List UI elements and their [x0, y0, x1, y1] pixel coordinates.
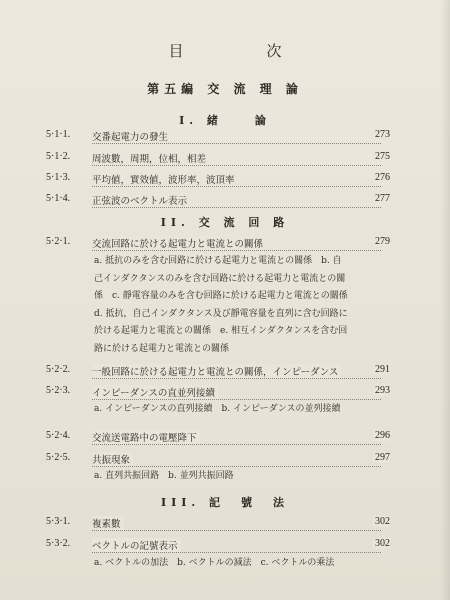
entry-page-number: 302: [375, 538, 390, 549]
entry-number: 5·1·4.: [46, 193, 71, 204]
entry-page-number: 277: [375, 193, 390, 204]
subtopic-line: 係 c. 靜電容量のみを含む回路に於ける起電力と電流との關係: [94, 291, 348, 301]
part-heading: 第五編 交 流 理 論: [147, 82, 303, 96]
entry-number: 5·3·1.: [46, 516, 71, 527]
toc-entry-5-1-2[interactable]: [0, 151, 450, 166]
entry-title: 交流回路に於ける起電力と電流との關係: [92, 236, 266, 250]
entry-title: 正弦波のベクトル表示: [92, 193, 190, 207]
subtopic-line: a. 抵抗のみを含む回路に於ける起電力と電流との關係 b. 自: [94, 256, 342, 266]
entry-title: 交番起電力の發生: [92, 129, 171, 143]
entry-title: インピーダンスの直並列接續: [92, 385, 218, 399]
entry-number: 5·2·5.: [46, 452, 71, 463]
entry-number: 5·1·2.: [46, 151, 71, 162]
subtopic-line: 路に於ける起電力と電流との關係: [94, 343, 230, 354]
entry-subtopics-5-2-5: [94, 468, 410, 486]
entry-subtopics-5-3-2: [94, 555, 410, 573]
toc-entry-5-2-5[interactable]: [0, 452, 450, 467]
entry-title: 共振現象: [92, 452, 133, 466]
subtopic-line: a. インピーダンスの直列接續 b. インピーダンスの並列接續: [94, 404, 341, 414]
entry-title: 平均値，實效値，波形率，波頂率: [92, 172, 238, 186]
entry-page-number: 279: [375, 236, 390, 247]
entry-page-number: 276: [375, 172, 390, 183]
toc-entry-5-2-2[interactable]: [0, 364, 450, 379]
section-heading-1: I. 緒 論: [179, 114, 271, 127]
entry-page-number: 293: [375, 385, 390, 396]
entry-number: 5·2·4.: [46, 430, 71, 441]
entry-title: 交流送電路中の電壓降下: [92, 430, 200, 444]
entry-page-number: 273: [375, 129, 390, 140]
toc-entry-5-3-1[interactable]: [0, 516, 450, 531]
entry-page-number: 291: [375, 364, 390, 375]
toc-entry-5-3-2[interactable]: [0, 538, 450, 553]
entry-number: 5·2·2.: [46, 364, 71, 375]
subtopic-line: d. 抵抗，自己インダクタンス及び靜電容量を直列に含む回路に: [94, 308, 348, 319]
entry-title: ベクトルの記號表示: [92, 538, 181, 552]
entry-page-number: 296: [375, 430, 390, 441]
section-heading-2: II. 交 流 回 路: [160, 216, 290, 229]
subtopic-line: a. ベクトルの加法 b. ベクトルの減法 c. ベクトルの乘法: [94, 558, 335, 568]
page-title: 目 次: [168, 42, 316, 60]
entry-title: 複素數: [92, 516, 124, 530]
subtopic-line: 己インダクタンスのみを含む回路に於ける起電力と電流との關: [94, 273, 346, 284]
toc-entry-5-2-3[interactable]: [0, 385, 450, 400]
entry-number: 5·2·1.: [46, 236, 71, 247]
section-heading-3: III. 記 號 法: [160, 496, 290, 509]
subtopic-line: a. 直列共振回路 b. 並列共振回路: [94, 471, 234, 481]
dot-leader: [92, 452, 381, 467]
entry-page-number: 297: [375, 452, 390, 463]
entry-title: 一般回路に於ける起電力と電流との關係，インピーダンス: [92, 364, 341, 378]
toc-entry-5-2-4[interactable]: [0, 430, 450, 445]
entry-number: 5·1·3.: [46, 172, 71, 183]
toc-entry-5-1-1[interactable]: [0, 129, 450, 144]
subtopic-line: 於ける起電力と電流との關係 e. 相互インダクタンスを含む回: [94, 326, 348, 336]
toc-entry-5-1-3[interactable]: [0, 172, 450, 187]
entry-number: 5·3·2.: [46, 538, 71, 549]
entry-page-number: 302: [375, 516, 390, 527]
entry-number: 5·1·1.: [46, 129, 71, 140]
page-edge-shadow: [440, 0, 450, 600]
toc-entry-5-1-4[interactable]: [0, 193, 450, 208]
entry-page-number: 275: [375, 151, 390, 162]
entry-title: 周波數，周期，位相，相差: [92, 151, 209, 165]
toc-entry-5-2-1[interactable]: [0, 236, 450, 251]
dot-leader: [92, 516, 381, 531]
entry-subtopics-5-2-1: [94, 253, 410, 358]
entry-number: 5·2·3.: [46, 385, 71, 396]
entry-subtopics-5-2-3: [94, 401, 410, 419]
